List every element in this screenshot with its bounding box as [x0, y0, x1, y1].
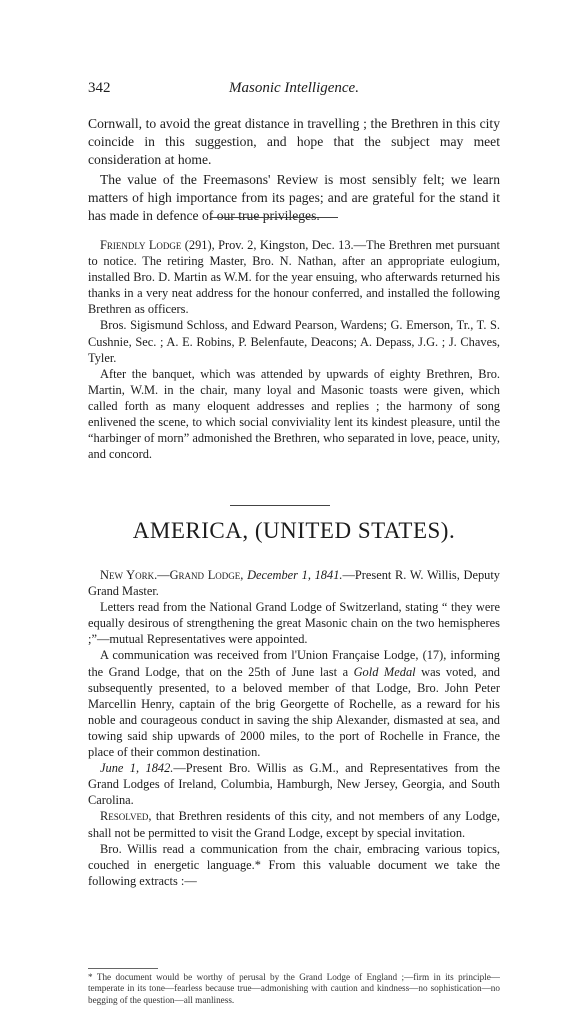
friendly-lodge-officers: Bros. Sigismund Schloss, and Edward Pearson, Wardens; G. Emerson, Tr., T. S. Cushnie, Sec. ; A. E. Robins, P. Belenfaute, Deacons; A. Depass, J.G. ; J. Chaves, Tyler.: [88, 318, 500, 365]
footnote-text: * The document would be worthy of perusal by the Grand Lodge of England ;—firm in its principle—temperate in its tone—fearless because true—admonishing with caution and kindness—no sophistication—no begging of the question—all manliness.: [88, 972, 500, 1005]
union-francaise-text-a: A communication was received from l'Union Française Lodge, (17), informing the Grand Lodge, that on the 25th of June last a: [88, 648, 500, 679]
resolution-rest: that Brethren residents of this city, and not members of any Lodge, shall not be permitted to visit the Grand Lodge, except by special invitation.: [88, 809, 500, 840]
section-divider-2: [230, 505, 330, 506]
footnote: [88, 972, 500, 1006]
june-meeting: [88, 760, 500, 808]
resolved-lead: Resolved,: [100, 809, 152, 824]
america-section: [88, 567, 500, 889]
running-title: Masonic Intelligence.: [229, 80, 359, 96]
june-meeting-rest: —Present Bro. Willis as G.M., and Representatives from the Grand Lodges of Ireland, Columbia, Hamburgh, New Jersey, Georgia, and South Carolina.: [88, 761, 500, 808]
resolution: [88, 808, 500, 840]
friendly-lodge-banquet: After the banquet, which was attended by upwards of eighty Brethren, Bro. Martin, W.M. in the chair, many loyal and Masonic toasts were given, which called forth as many eloquent addresses and replies ; the harmony of song enlivened the scene, to which social conviviality lent its kindest pleasure, until the “harbinger of morn” admonished the Brethren, who separated in love, peace, unity, and concord.: [88, 366, 500, 462]
union-francaise-text-b: was voted, and subsequently presented, to a beloved member of that Lodge, Bro. John Peter Marcellin Henry, captain of the brig Georgette of Rochelle, as a reward for his noble and courageous conduct in saving the ship Alexander, dismasted at sea, and towing said ship upwards of 2000 miles, to the port of Rochelle in France, the place of their common destination.: [88, 664, 500, 760]
june-date: June 1, 1842.: [100, 761, 174, 776]
new-york-date: December 1, 1841.: [243, 568, 343, 582]
new-york-intro-rest: —Present R. W. Willis, Deputy Grand Master.: [88, 568, 500, 599]
page-number: 342: [88, 80, 111, 96]
paragraph-cornwall: Cornwall, to avoid the great distance in travelling ; the Brethren in this city coincide in this suggestion, and hope that the subject may meet consideration at home.: [88, 116, 500, 168]
new-york-intro: [88, 567, 500, 599]
friendly-lodge-intro: [88, 237, 500, 317]
gold-medal: Gold Medal: [353, 664, 416, 679]
america-heading: AMERICA, (UNITED STATES).: [132, 518, 456, 543]
friendly-lodge-section: [88, 237, 500, 462]
page-header: [88, 80, 500, 100]
friendly-lodge-intro-text: (291), Prov. 2, Kingston, Dec. 13.—The Brethren met pursuant to notice. The retiring Master, Bro. N. Nathan, after an appropriate eulogium, installed Bro. D. Martin as W.M. for the year ensuing, who afterwards returned his thanks in a very neat address for the honour conferred, and installed the following Brethren as officers.: [88, 238, 500, 317]
friendly-lodge-lead: Friendly Lodge: [100, 238, 182, 252]
new-york-lead: New York.—Grand Lodge,: [100, 568, 244, 582]
switzerland-letters: Letters read from the National Grand Lodge of Switzerland, stating “ they were equally desirous of strengthening the great Masonic chain on the two hemispheres ;”—mutual Representatives were appointed.: [88, 600, 500, 647]
paragraph-review: The value of the Freemasons' Review is most sensibly felt; we learn matters of high importance from its pages; and are grateful for the stand it has made in defence of our true privileges.: [88, 172, 500, 224]
footnote-separator: [88, 968, 158, 969]
section-divider: [210, 217, 338, 218]
willis-communication: Bro. Willis read a communication from the chair, embracing various topics, couched in energetic language.* From this valuable document we take the following extracts :—: [88, 841, 500, 888]
continued-paragraph: [88, 115, 500, 170]
union-francaise-communication: [88, 647, 500, 760]
